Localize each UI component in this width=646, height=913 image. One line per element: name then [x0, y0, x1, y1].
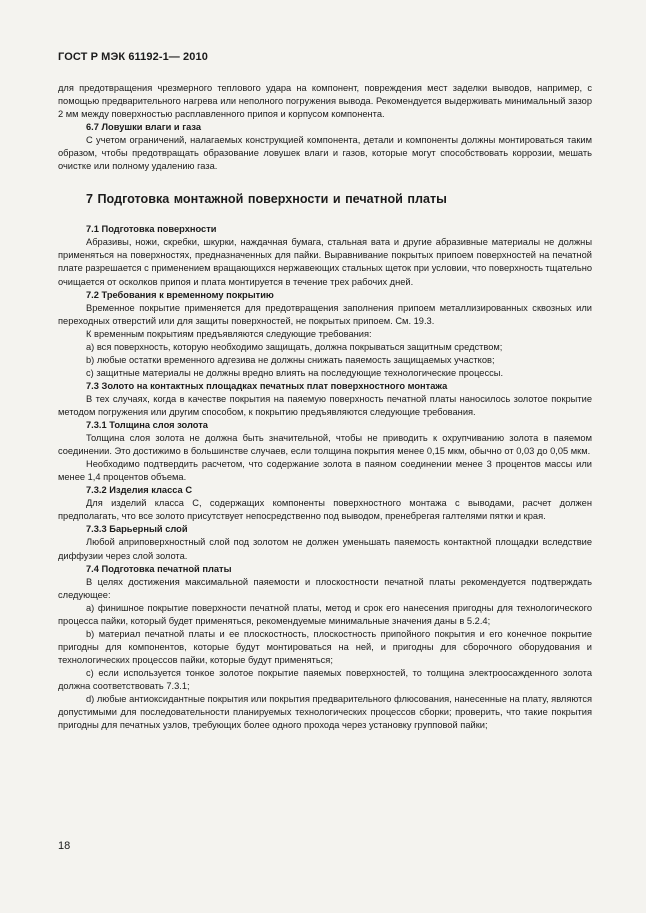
heading-7-3-3: 7.3.3 Барьерный слой — [86, 524, 188, 535]
section-heading-7: 7 Подготовка монтажной поверхности и печатной платы — [86, 192, 447, 207]
document-body — [58, 82, 592, 732]
paragraph: Толщина слоя золота не должна быть значительной, чтобы не приводить к охрупчиванию золота в паяемом соединении. Это достижимо в большинстве случаев, если толщина покрытия менее 0,15 мкм, обычно от 0,03 до 0,05 мкм. — [58, 433, 592, 457]
paragraph: Необходимо подтвердить расчетом, что содержание золота в паяном соединении менее 3 процентов массы или менее 1,4 процентов объема. — [58, 459, 592, 483]
paragraph: Абразивы, ножи, скребки, шкурки, наждачная бумага, стальная вата и другие абразивные материалы не должны применяться на поверхностях, предназначенных для пайки. Выравнивание покрытых припоем поверхностей на печатной плате разрешается с применением вращающихся нержавеющих стальных щеток при условии, что поверхность тщательно очищается от осколков припоя и плата монтируется в течение трех рабочих дней. — [58, 237, 592, 287]
list-item: с) если используется тонкое золотое покрытие паяемых поверхностей, то толщина электроосажденного золота должна соответствовать 7.3.1; — [58, 667, 592, 691]
paragraph: В тех случаях, когда в качестве покрытия на паяемую поверхность печатной платы наносилось золотое покрытие методом погружения или другим способом, к покрытию предъявляются следующие требования. — [58, 393, 592, 417]
paragraph: Для изделий класса С, содержащих компоненты поверхностного монтажа с выводами, расчет должен предполагать, что все золото присутствует непосредственно под выводом, пренебрегая галтелями пятки и края. — [58, 498, 592, 522]
list-item: b) материал печатной платы и ее плоскостность, плоскостность припойного покрытия и его конечное покрытие пригодны для компонентов, которые будут монтироваться на ней, и пригодны для сборочного оборудования и технологических процессов пайки, которые будут применяться; — [58, 628, 592, 665]
heading-7-2: 7.2 Требования к временному покрытию — [86, 289, 274, 300]
heading-7-3-2: 7.3.2 Изделия класса С — [86, 485, 193, 496]
paragraph: В целях достижения максимальной паяемости и плоскостности печатной платы рекомендуется подтверждать следующее: — [58, 576, 592, 600]
paragraph: Временное покрытие применяется для предотвращения заполнения припоем металлизированных сквозных или переходных отверстий или для защиты поверхностей, не покрытых припоем. См. 19.3. — [58, 302, 592, 326]
page-number: 18 — [58, 840, 71, 852]
heading-7-3-1: 7.3.1 Толщина слоя золота — [86, 420, 208, 431]
list-item: а) финишное покрытие поверхности печатной платы, метод и срок его нанесения пригодны для технологического процесса пайки, который будет применяться, рекомендуемые минимальные значения даны в 5.2.4; — [58, 602, 592, 626]
paragraph: К временным покрытиям предъявляются следующие требования: — [86, 328, 372, 339]
list-item: b) любые остатки временного адгезива не должны снижать паяемость защищаемых участков; — [86, 354, 495, 365]
list-item: с) защитные материалы не должны вредно влиять на последующие технологические процессы. — [86, 367, 504, 378]
paragraph: Любой априповерхностный слой под золотом не должен уменьшать паяемость контактной площадки вследствие диффузии через слой золота. — [58, 537, 592, 561]
list-item: а) вся поверхность, которую необходимо защищать, должна покрываться защитным средством; — [86, 341, 503, 352]
paragraph: для предотвращения чрезмерного теплового удара на компонент, повреждения мест заделки выводов, например, с помощью предварительного нагрева или неполного погружения вывода. Рекомендуется выдерживать минимальный зазор 2 мм между поверхностью расплавленного припоя и корпусом компонента. — [58, 83, 592, 120]
heading-7-4: 7.4 Подготовка печатной платы — [86, 563, 232, 574]
heading-6-7: 6.7 Ловушки влаги и газа — [86, 122, 202, 133]
heading-7-1: 7.1 Подготовка поверхности — [86, 224, 217, 235]
list-item: d) любые антиоксидантные покрытия или покрытия предварительного флюсования, нанесенные на плату, являются допустимыми для последовательности планируемых технологических процессов сборки; проверить, что такие покрытия пригодны для печатных узлов, требующих более одного прохода через установку групповой пайки; — [58, 694, 592, 731]
heading-7-3: 7.3 Золото на контактных площадках печатных плат поверхностного монтажа — [86, 380, 448, 391]
document-header: ГОСТ Р МЭК 61192-1— 2010 — [58, 51, 208, 63]
paragraph: С учетом ограничений, налагаемых конструкцией компонента, детали и компоненты должны монтироваться таким образом, чтобы предотвращать образование ловушек влаги и газов, которые могут способствовать коррозии, мешать очистке или полному удалению газа. — [58, 135, 592, 172]
